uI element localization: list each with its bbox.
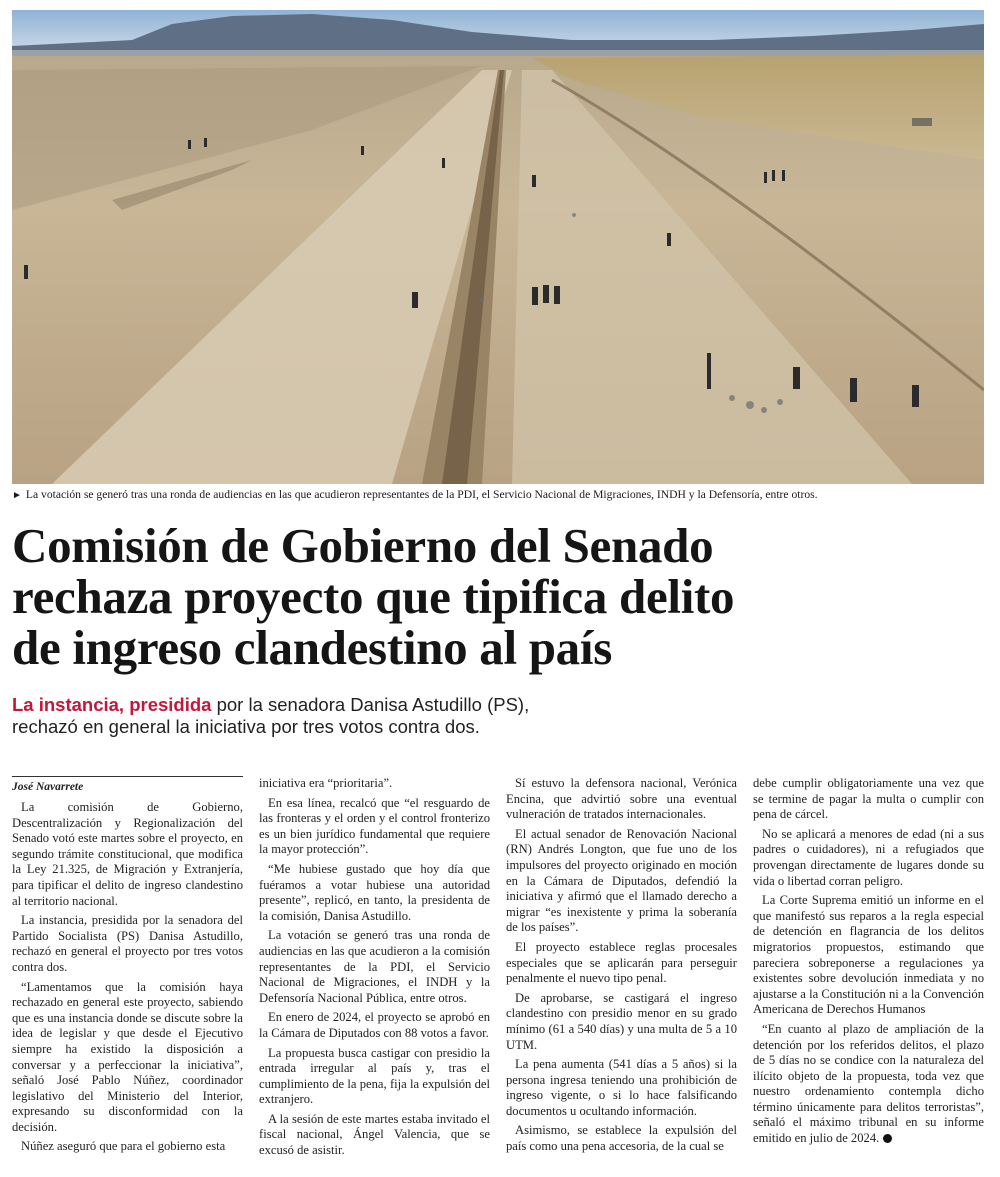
photo-caption	[12, 488, 984, 501]
paragraph: El actual senador de Renovación Nacional (RN) Andrés Longton, que fue uno de los impulsores del proyecto originado en moción en la Cámara de Diputados, defendió la iniciativa y afirmó que el llamado derecho a migrar “es inexistente y prima la soberanía de los países”.	[506, 826, 737, 935]
paragraph: La pena aumenta (541 días a 5 años) si la persona ingresa teniendo una prohibición de ingreso vigente, o si lo hace falsificando documentos u ocultando información.	[506, 1057, 737, 1118]
paragraph: A la sesión de este martes estaba invitado el fiscal nacional, Ángel Valencia, que se excusó de asistir.	[259, 1111, 490, 1158]
paragraph: La votación se generó tras una ronda de audiencias en las que acudieron a la comisión representantes de la PDI, el Servicio Nacional de Migraciones, el INDH y la Defensoría Nacional Pública, entre otros.	[259, 928, 490, 1005]
headline-line-3: de ingreso clandestino al país	[12, 620, 612, 675]
article-photo	[12, 10, 984, 484]
photo-desert-border-trench	[12, 10, 984, 484]
paragraph: En esa línea, recalcó que “el resguardo de las fronteras y el orden y el control fronterizo es un bien jurídico fundamental que requiere la mayor protección”.	[259, 795, 490, 857]
paragraph: La instancia, presidida por la senadora del Partido Socialista (PS) Danisa Astudillo, rechazó en general el proyecto por tres votos contra dos.	[12, 913, 243, 974]
paragraph: Núñez aseguró que para el gobierno esta	[21, 1139, 226, 1154]
paragraph: Sí estuvo la defensora nacional, Verónica Encina, que advirtió sobre una eventual vulneración de tratados internacionales.	[506, 776, 737, 822]
dek-rest: por la senadora Danisa Astudillo (PS),	[211, 694, 530, 715]
paragraph: iniciativa era “prioritaria”.	[259, 776, 393, 790]
paragraph: No se aplicará a menores de edad (ni a sus padres o cuidadores), ni a refugiados que provengan directamente de lugares donde su vida o libertad corran peligro.	[753, 826, 984, 888]
paragraph: debe cumplir obligatoriamente una vez que se termine de pagar la multa o cumplir con pena de cárcel.	[753, 776, 984, 822]
dek-line-2: rechazó en general la iniciativa por tres votos contra dos.	[12, 716, 480, 737]
paragraph: “Me hubiese gustado que hoy día que fuéramos a votar hubiese una autoridad presente”, replicó, en tanto, la presidenta de la comisión, Danisa Astudillo.	[259, 861, 490, 923]
headline-line-2: rechaza proyecto que tipifica delito	[12, 569, 735, 624]
headline-line-1: Comisión de Gobierno del Senado	[12, 518, 714, 573]
caption-text: La votación se generó tras una ronda de audiencias en las que acudieron representantes de la PDI, el Servicio Nacional de Migraciones, INDH y la Defensoría, entre otros.	[25, 488, 818, 501]
article-body	[12, 776, 984, 1166]
column-1	[12, 776, 243, 1159]
paragraph: Asimismo, se establece la expulsión del país como una pena accesoria, de la cual se	[506, 1123, 737, 1154]
last-paragraph-text: “En cuanto al plazo de ampliación de la detención por los referidos delitos, el plazo de 5 días no se condice con la naturaleza del ilícito objeto de la propuesta, toda vez que nuestro ordenamiento contempla dicho término únicamente para delitos terroristas”, señaló el máximo tribunal en su informe emitido en julio de 2024.	[753, 1021, 984, 1146]
dek-lead: La instancia, presidida	[12, 694, 212, 715]
paragraph: De aprobarse, se castigará el ingreso clandestino con presidio menor en su grado mínimo (61 a 540 días) y una multa de 5 a 10 UTM.	[506, 990, 737, 1052]
paragraph: “Lamentamos que la comisión haya rechazado en general este proyecto, sabiendo que es una instancia donde se discute sobre la idea de legislar y que desde el Ejecutivo siempre ha existido la disposición a conversar y a perfeccionar la iniciativa”, señaló José Pablo Núñez, coordinador legislativo del Ministerio del Interior, expresando su disconformidad con la decisión.	[12, 979, 243, 1134]
column-3	[506, 776, 737, 1159]
end-mark-icon	[883, 1134, 892, 1143]
paragraph: La propuesta busca castigar con presidio la entrada irregular al país y, tras el cumplimiento de la pena, fija la expulsión del extranjero.	[259, 1045, 490, 1107]
byline: José Navarrete	[12, 776, 243, 794]
paragraph: El proyecto establece reglas procesales especiales que se aplicarán para perseguir penalmente el nuevo tipo penal.	[506, 939, 737, 986]
dek	[12, 694, 732, 738]
paragraph: La comisión de Gobierno, Descentralización y Regionalización del Senado votó este martes sobre el proyecto, en segundo trámite constitucional, que modifica la Ley 21.325, de Migración y Extranjería, para tipificar el delito de ingreso clandestino al territorio nacional.	[12, 800, 243, 908]
paragraph: La Corte Suprema emitió un informe en el que manifestó sus reparos a la regla especial de detención en flagrancia de los delitos migratorios propuestos, estimando que pareciera sobreponerse a regulaciones ya existentes sobre devolución inmediata y no ajustarse a la Constitución ni a la Convención Americana de Derechos Humanos	[753, 893, 984, 1017]
paragraph: En enero de 2024, el proyecto se aprobó en la Cámara de Diputados con 88 votos a favor.	[259, 1010, 490, 1040]
paragraph-last	[753, 1022, 984, 1147]
dek-line-1	[12, 694, 732, 716]
column-2	[259, 776, 490, 1163]
headline	[12, 520, 872, 673]
column-4	[753, 776, 984, 1151]
caption-triangle-icon: ►	[12, 490, 22, 501]
